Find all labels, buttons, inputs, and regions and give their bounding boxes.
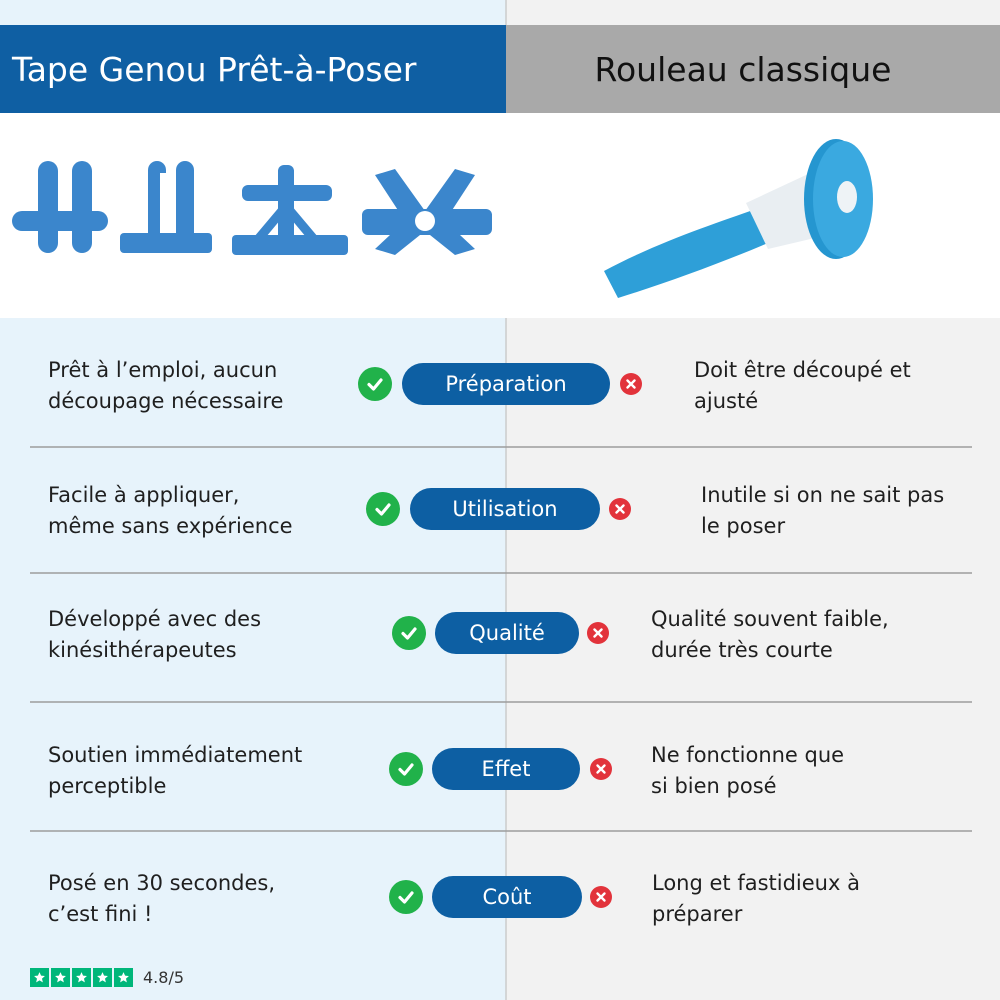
precut-tape-image	[0, 113, 506, 318]
row-separator	[30, 446, 972, 448]
trustpilot-star-icon	[114, 968, 133, 987]
criterion-label: Qualité	[469, 621, 545, 645]
cross-icon	[590, 758, 612, 780]
drawback-text-line: Qualité souvent faible,	[651, 607, 889, 631]
drawback-text-line: Doit être découpé et	[694, 358, 911, 382]
criterion-label: Utilisation	[452, 497, 558, 521]
check-icon	[389, 752, 423, 786]
drawback-text-line: si bien posé	[651, 774, 777, 798]
drawback-text-line: durée très courte	[651, 638, 833, 662]
advantage-text	[48, 480, 293, 542]
cross-icon	[587, 622, 609, 644]
advantage-text-line: Soutien immédiatement	[48, 743, 303, 767]
rating-score: 4.8/5	[143, 968, 185, 987]
drawback-text-line: Long et fastidieux à	[652, 871, 860, 895]
advantage-text	[48, 604, 261, 666]
trustpilot-star-icon	[72, 968, 91, 987]
right-header-title: Rouleau classique	[594, 49, 892, 89]
drawback-text-line: ajusté	[694, 389, 759, 413]
advantage-text-line: Facile à appliquer,	[48, 483, 240, 507]
advantage-text	[48, 868, 275, 930]
criterion-pill	[402, 363, 610, 405]
tape-roll-icon	[506, 113, 1000, 318]
drawback-text	[652, 868, 860, 930]
row-separator	[30, 701, 972, 703]
advantage-text-line: perceptible	[48, 774, 167, 798]
criterion-label: Préparation	[445, 372, 567, 396]
advantage-text-line: découpage nécessaire	[48, 389, 284, 413]
drawback-text-line: Ne fonctionne que	[651, 743, 845, 767]
trustpilot-star-icon	[51, 968, 70, 987]
criterion-pill	[435, 612, 579, 654]
criterion-pill	[410, 488, 600, 530]
left-header-title: Tape Genou Prêt-à-Poser	[12, 49, 417, 89]
cross-icon	[590, 886, 612, 908]
rating-block	[30, 968, 184, 987]
check-icon	[392, 616, 426, 650]
right-header	[506, 25, 1000, 113]
drawback-text	[651, 604, 889, 666]
criterion-label: Coût	[482, 885, 532, 909]
criterion-label: Effet	[481, 757, 531, 781]
row-separator	[30, 830, 972, 832]
advantage-text-line: même sans expérience	[48, 514, 293, 538]
cross-icon	[609, 498, 631, 520]
left-header	[0, 25, 506, 113]
drawback-text-line: le poser	[701, 514, 786, 538]
drawback-text	[651, 740, 844, 802]
advantage-text-line: Prêt à l’emploi, aucun	[48, 358, 278, 382]
check-icon	[358, 367, 392, 401]
check-icon	[366, 492, 400, 526]
drawback-text	[694, 355, 911, 417]
drawback-text-line: Inutile si on ne sait pas	[701, 483, 945, 507]
advantage-text-line: Développé avec des	[48, 607, 262, 631]
check-icon	[389, 880, 423, 914]
cross-icon	[620, 373, 642, 395]
trustpilot-star-icon	[93, 968, 112, 987]
advantage-text-line: c’est fini !	[48, 902, 153, 926]
precut-tape-shapes-icon	[0, 113, 506, 318]
criterion-pill	[432, 748, 580, 790]
criterion-pill	[432, 876, 582, 918]
row-separator	[30, 572, 972, 574]
drawback-text-line: préparer	[652, 902, 743, 926]
advantage-text	[48, 355, 283, 417]
drawback-text	[701, 480, 944, 542]
tape-roll-image	[506, 113, 1000, 318]
advantage-text	[48, 740, 302, 802]
advantage-text-line: kinésithérapeutes	[48, 638, 237, 662]
trustpilot-star-icon	[30, 968, 49, 987]
advantage-text-line: Posé en 30 secondes,	[48, 871, 276, 895]
rating-stars	[30, 968, 133, 987]
